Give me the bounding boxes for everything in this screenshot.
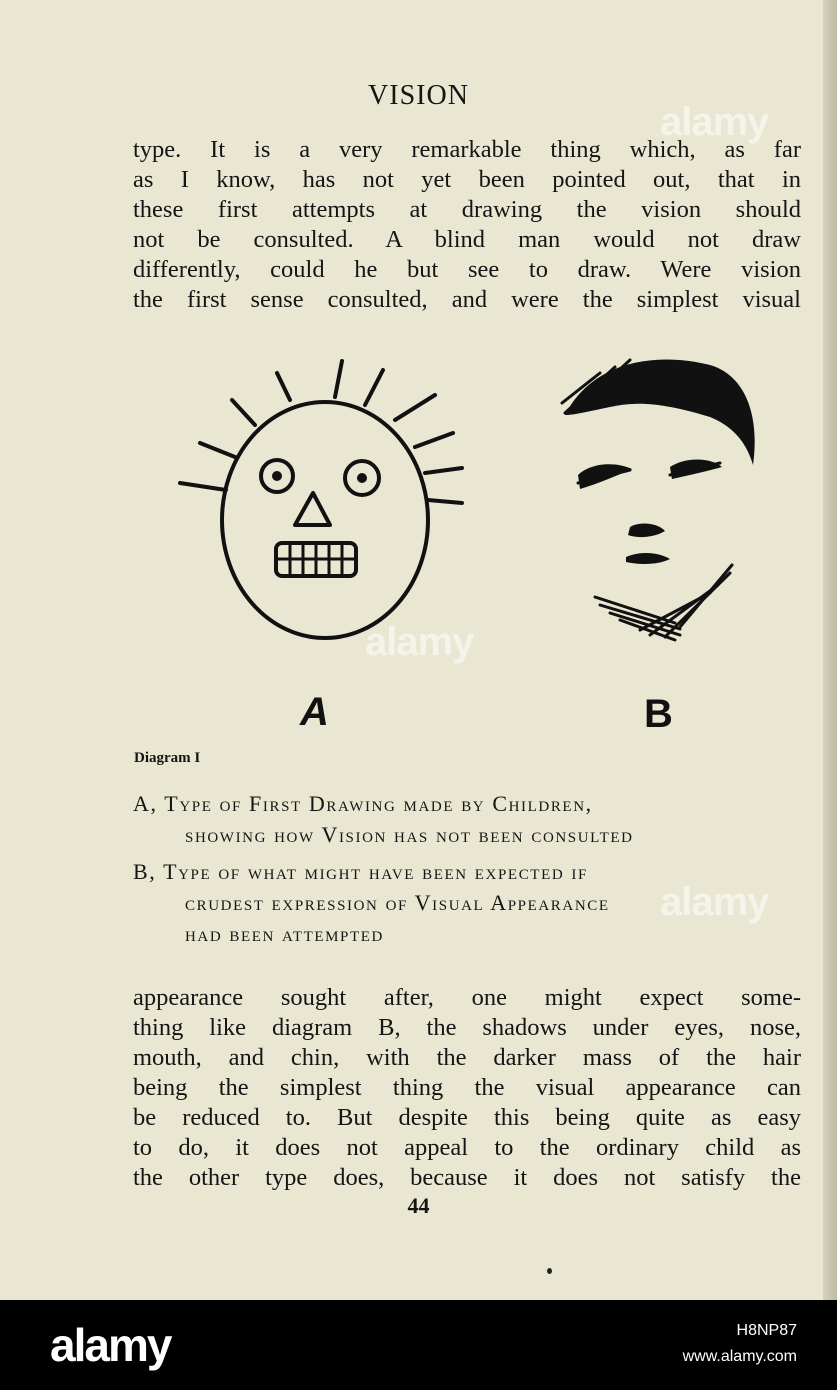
stock-footer-bar bbox=[0, 1300, 837, 1390]
text-line: as I know, has not yet been pointed out, that in bbox=[133, 166, 801, 193]
text-line: be reduced to. But despite this being quite as easy bbox=[133, 1104, 801, 1131]
body-paragraph-bottom bbox=[133, 983, 801, 1193]
watermark: alamy bbox=[660, 880, 769, 924]
caption-line: crudest expression of Visual Appearance bbox=[185, 890, 610, 915]
page-spine-shadow bbox=[823, 0, 837, 1300]
site-url: www.alamy.com bbox=[682, 1348, 797, 1365]
watermark: alamy bbox=[660, 100, 769, 144]
diagram-figure bbox=[170, 345, 770, 745]
text-line: appearance sought after, one might expect some- bbox=[133, 984, 801, 1011]
caption-a bbox=[133, 788, 801, 850]
text-line: differently, could he but see to draw. Were vision bbox=[133, 256, 801, 283]
drawing-a-childs-face bbox=[180, 361, 462, 638]
text-line: to do, it does not appeal to the ordinary child as bbox=[133, 1134, 801, 1161]
text-line: mouth, and chin, with the darker mass of the hair bbox=[133, 1044, 801, 1071]
caption-line: showing how Vision has not been consulted bbox=[185, 822, 634, 847]
text-line: the first sense consulted, and were the simplest visual bbox=[133, 286, 801, 313]
diagram-label: Diagram I bbox=[134, 750, 201, 766]
watermark: alamy bbox=[365, 620, 474, 664]
text-line: these first attempts at drawing the vision should bbox=[133, 196, 801, 223]
figure-label-a: A bbox=[300, 690, 329, 734]
drawing-b-shaded-face bbox=[562, 359, 755, 640]
figure-label-b: B bbox=[644, 692, 673, 736]
image-id: H8NP87 bbox=[736, 1322, 797, 1339]
ink-speck bbox=[547, 1268, 552, 1274]
page-number: 44 bbox=[407, 1193, 430, 1218]
caption-line: B, Type of what might have been expected if bbox=[133, 859, 588, 884]
body-paragraph-top bbox=[133, 135, 801, 315]
text-line: not be consulted. A blind man would not draw bbox=[133, 226, 801, 253]
running-head: VISION bbox=[368, 80, 469, 111]
text-line: the other type does, because it does not satisfy the bbox=[133, 1164, 801, 1191]
caption-line: had been attempted bbox=[185, 921, 384, 946]
text-line: type. It is a very remarkable thing which, as far bbox=[133, 136, 801, 163]
text-line: thing like diagram B, the shadows under eyes, nose, bbox=[133, 1014, 801, 1041]
text-line: being the simplest thing the visual appearance can bbox=[133, 1074, 801, 1101]
caption-line: A, Type of First Drawing made by Children, bbox=[133, 791, 593, 816]
diagram-illustration bbox=[170, 345, 770, 745]
alamy-logo: alamy bbox=[50, 1319, 171, 1371]
